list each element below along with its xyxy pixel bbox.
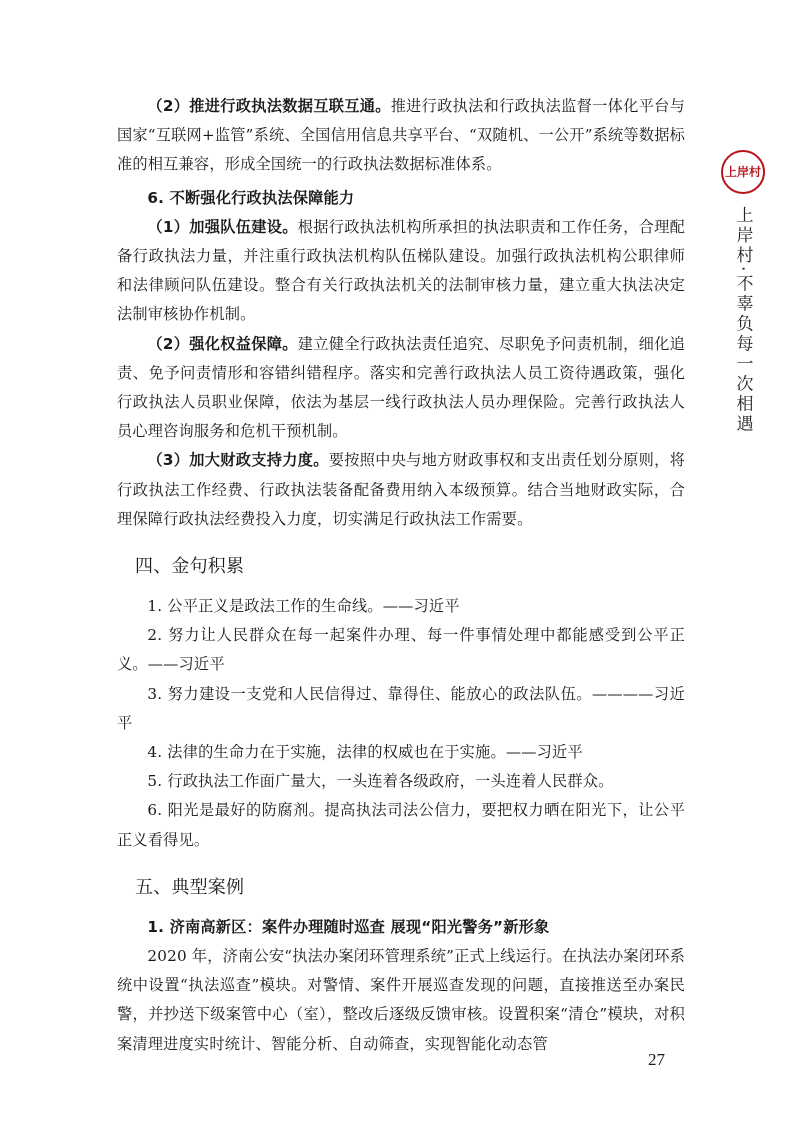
sidebar-brand [718,150,768,434]
section-heading-cases: 五、典型案例 [135,876,245,898]
paragraph-text: 建立健全行政执法责任追究、尽职免予问责机制，细化追责、免予问责情形和容错纠错程序。落实和完善行政执法人员工资待遇政策，强化行政执法人员职业保障，依法为基层一线行政执法人员办理保险。完善行政执法人员心理咨询服务和危机干预机制。 [117,334,686,441]
brand-slogan: 上岸村·不辜负每一次相遇 [732,206,753,435]
paragraph-lead: （2）推进行政执法数据互联互通。 [147,97,391,115]
page-number: 27 [648,1050,665,1069]
paragraph-finance [117,446,685,534]
paragraph-lead: （2）强化权益保障。 [147,334,298,353]
case-paragraph: 2020 年，济南公安“执法办案闭环管理系统”正式上线运行。在执法办案闭环系统中设置“执法巡查”模块。对警情、案件开展巡查发现的问题，直接推送至办案民警，并抄送下级案管中心（室），整改后逐级反馈审核。设置积案“清仓”模块，对积案清理进度实时统计、智能分析、自动筛查，实现智能化动态管 [117,947,685,1053]
paragraph-rights [117,330,685,447]
section-heading-quotes: 四、金句积累 [135,556,245,578]
quote-item: 3. 努力建设一支党和人民信得过、靠得住、能放心的政法队伍。————习近平 [117,684,685,732]
paragraph-text: 根据行政执法机构所承担的执法职责和工作任务，合理配备行政执法力量，并注重行政执法机构队伍梯队建设。加强行政执法机构公职律师和法律顾问队伍建设。整合有关行政执法机关的法制审核力量，建立重大执法决定法制审核协作机制。 [117,217,686,324]
seal-text: 上岸村 [724,165,761,179]
paragraph-text: 推进行政执法和行政执法监督一体化平台与国家“互联网+监管”系统、全国信用信息共享平台、“双随机、一公开”系统等数据标准的相互兼容，形成全国统一的行政执法数据标准体系。 [117,97,685,174]
quote-item: 6. 阳光是最好的防腐剂。提高执法司法公信力，要把权力晒在阳光下，让公平正义看得见。 [117,801,685,849]
paragraph-team-building [117,213,685,330]
paragraph-lead: （3）加大财政支持力度。 [147,451,329,470]
case-title: 1. 济南高新区：案件办理随时巡查 展现“阳光警务”新形象 [147,917,550,936]
quote-item: 1. 公平正义是政法工作的生命线。——习近平 [147,597,460,616]
quote-item: 5. 行政执法工作面广量大，一头连着各级政府，一头连着人民群众。 [147,772,614,791]
quote-item: 2. 努力让人民群众在每一起案件办理、每一件事情处理中都能感受到公平正义。——习近平 [117,626,685,674]
page-content [117,92,685,1059]
paragraph-data-interconnect [117,92,685,180]
brand-seal [721,150,765,194]
subheading-guarantee: 6. 不断强化行政执法保障能力 [147,188,355,207]
quote-item: 4. 法律的生命力在于实施，法律的权威也在于实施。——习近平 [147,743,583,762]
paragraph-text: 要按照中央与地方财政事权和支出责任划分原则，将行政执法工作经费、行政执法装备配备费用纳入本级预算。结合当地财政实际，合理保障行政执法经费投入力度，切实满足行政执法工作需要。 [117,451,685,528]
paragraph-lead: （1）加强队伍建设。 [147,217,298,236]
